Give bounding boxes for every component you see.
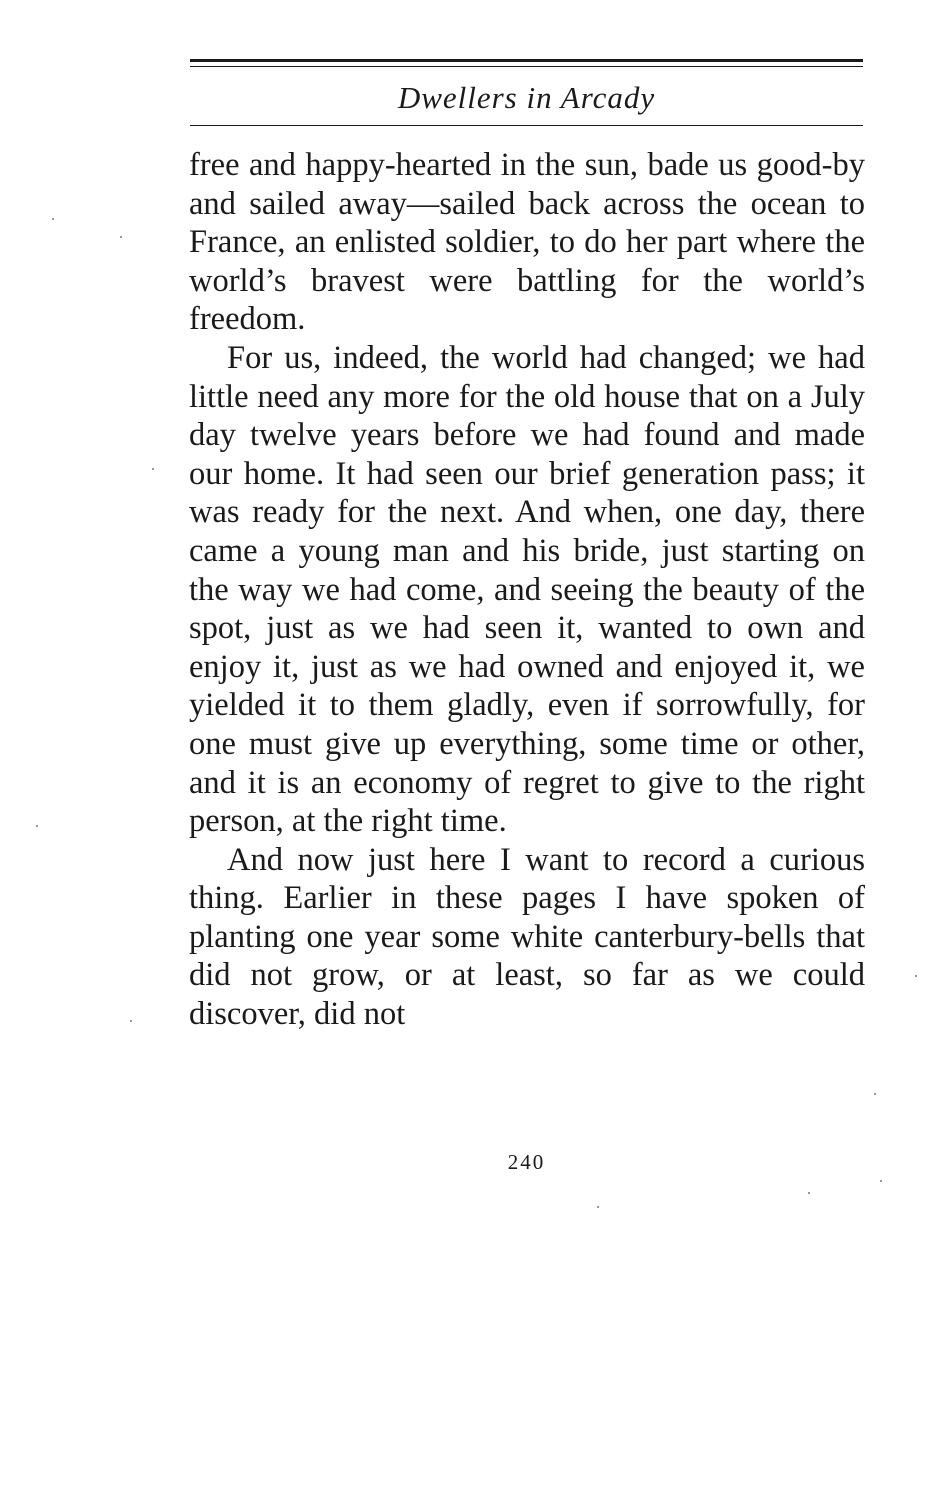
body-text bbox=[189, 146, 865, 1034]
paragraph: And now just here I want to record a curious thing. Earlier in these pages I have spoken of planting one year some white canterbury-bells that did not grow, or at least, so far as we could discover, did not bbox=[189, 841, 865, 1033]
scan-speck bbox=[120, 236, 122, 238]
scan-speck bbox=[915, 975, 917, 977]
scan-speck bbox=[880, 1180, 882, 1182]
header-rule-top bbox=[190, 59, 863, 62]
scan-speck bbox=[152, 468, 154, 470]
page-number: 240 bbox=[507, 1150, 546, 1174]
scan-speck bbox=[597, 1206, 599, 1208]
running-head: Dwellers in Arcady bbox=[397, 80, 656, 115]
header-rule-top-inner bbox=[190, 66, 863, 67]
scan-speck bbox=[874, 1093, 876, 1095]
scan-speck bbox=[808, 1192, 810, 1194]
scan-speck bbox=[36, 825, 38, 827]
header-rule-bottom bbox=[190, 125, 863, 126]
paragraph: For us, indeed, the world had changed; we had little need any more for the old house that on a July day twelve years before we had found and made our home. It had seen our brief generation pass; it was ready for the next. And when, one day, there came a young man and his bride, just starting on the way we had come, and seeing the beauty of the spot, just as we had seen it, wanted to own and enjoy it, just as we had owned and enjoyed it, we yielded it to them gladly, even if sorrowfully, for one must give up everything, some time or other, and it is an economy of regret to give to the right person, at the right time. bbox=[189, 339, 865, 840]
scan-speck bbox=[52, 218, 54, 220]
scan-speck bbox=[130, 1020, 132, 1022]
paragraph-continued: free and happy-hearted in the sun, bade us good-by and sailed away—sailed back across the ocean to France, an enlisted soldier, to do her part where the world’s bravest were battling for the world’s freedom. bbox=[189, 147, 865, 338]
